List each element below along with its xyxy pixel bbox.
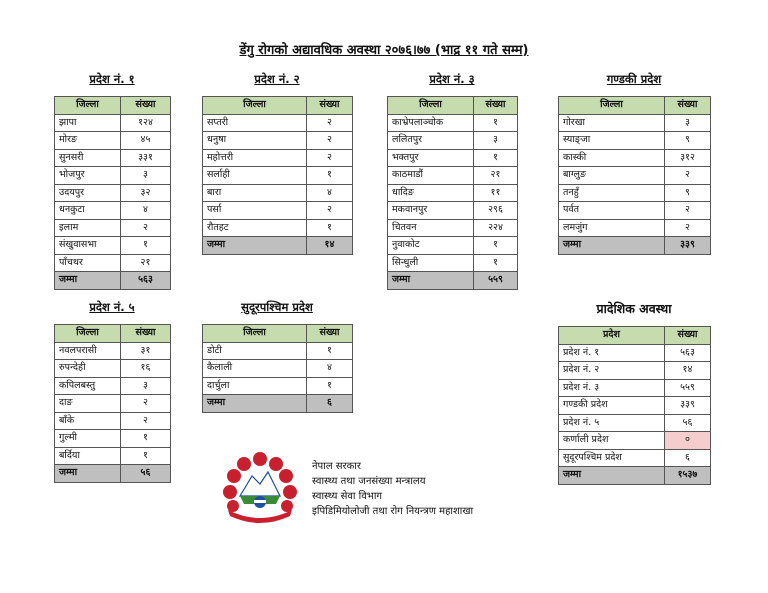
case-count-cell: ४ bbox=[307, 184, 353, 202]
table-row bbox=[559, 132, 711, 150]
table-row bbox=[203, 184, 353, 202]
province-1-block bbox=[54, 72, 170, 290]
column-header-district: जिल्ला bbox=[203, 97, 307, 115]
case-count-cell: ५५९ bbox=[665, 379, 711, 397]
total-label: जम्मा bbox=[203, 237, 307, 255]
province-5-block bbox=[54, 300, 170, 483]
case-count-cell: १ bbox=[121, 430, 171, 448]
district-name-cell: कपिलबस्तु bbox=[55, 377, 121, 395]
district-name-cell: डोटी bbox=[203, 342, 307, 360]
table-row bbox=[55, 254, 171, 272]
table-row bbox=[559, 149, 711, 167]
total-row bbox=[388, 272, 518, 290]
table-row bbox=[559, 202, 711, 220]
district-name-cell: लमजुंग bbox=[559, 219, 665, 237]
sudurpashchim-table bbox=[202, 324, 353, 413]
district-name-cell: पर्सा bbox=[203, 202, 307, 220]
district-name-cell: गुल्मी bbox=[55, 430, 121, 448]
province-1-heading: प्रदेश नं. १ bbox=[89, 72, 135, 86]
total-row bbox=[55, 272, 171, 290]
table-row bbox=[203, 114, 353, 132]
issuer-signature bbox=[312, 459, 473, 519]
district-name-cell: कास्की bbox=[559, 149, 665, 167]
case-count-cell: २१ bbox=[121, 254, 171, 272]
column-header-count: संख्या bbox=[307, 325, 353, 343]
total-label: जम्मा bbox=[55, 465, 121, 483]
total-row bbox=[559, 467, 711, 485]
district-name-cell: स्याङ्जा bbox=[559, 132, 665, 150]
table-row bbox=[55, 430, 171, 448]
district-name-cell: चितवन bbox=[388, 219, 474, 237]
district-name-cell: नुवाकोट bbox=[388, 237, 474, 255]
district-name-cell: सुनसरी bbox=[55, 149, 121, 167]
case-count-cell: ५६३ bbox=[665, 344, 711, 362]
case-count-cell: १ bbox=[474, 237, 518, 255]
column-header-district: जिल्ला bbox=[55, 325, 121, 343]
table-row bbox=[388, 184, 518, 202]
case-count-cell: १४ bbox=[665, 362, 711, 380]
table-row bbox=[559, 362, 711, 380]
case-count-cell: १ bbox=[307, 219, 353, 237]
district-name-cell: झापा bbox=[55, 114, 121, 132]
province-5-heading: प्रदेश नं. ५ bbox=[89, 300, 135, 314]
issuer-line-division: इपिडिमियोलोजी तथा रोग नियन्त्रण महाशाखा bbox=[312, 506, 474, 517]
total-value: १५३७ bbox=[665, 467, 711, 485]
table-row bbox=[203, 360, 353, 378]
province-name-cell: प्रदेश नं. ३ bbox=[559, 379, 665, 397]
district-name-cell: दाङ bbox=[55, 395, 121, 413]
province-name-cell: प्रदेश नं. ५ bbox=[559, 414, 665, 432]
total-row bbox=[559, 237, 711, 255]
case-count-cell: ४५ bbox=[121, 132, 171, 150]
table-row bbox=[388, 219, 518, 237]
case-count-cell: १ bbox=[307, 342, 353, 360]
column-header-count: संख्या bbox=[665, 327, 711, 345]
table-row bbox=[55, 447, 171, 465]
district-name-cell: तनहुँ bbox=[559, 184, 665, 202]
district-name-cell: सप्तरी bbox=[203, 114, 307, 132]
case-count-cell: २९६ bbox=[474, 202, 518, 220]
case-count-cell: ११ bbox=[474, 184, 518, 202]
case-count-cell: २ bbox=[121, 412, 171, 430]
case-count-cell: ३ bbox=[121, 167, 171, 185]
table-row bbox=[388, 149, 518, 167]
total-value: ३३९ bbox=[665, 237, 711, 255]
district-name-cell: संखुवासभा bbox=[55, 237, 121, 255]
table-row bbox=[55, 167, 171, 185]
issuer-line-government: नेपाल सरकार bbox=[312, 461, 361, 472]
case-count-cell: २१ bbox=[474, 167, 518, 185]
column-header-count: संख्या bbox=[121, 97, 171, 115]
case-count-cell: ३१२ bbox=[665, 149, 711, 167]
case-count-cell: १६ bbox=[121, 360, 171, 378]
district-name-cell: भोजपुर bbox=[55, 167, 121, 185]
table-row bbox=[55, 219, 171, 237]
district-name-cell: काठमाडौं bbox=[388, 167, 474, 185]
province-5-table bbox=[54, 324, 171, 483]
district-name-cell: मोरङ bbox=[55, 132, 121, 150]
total-value: १४ bbox=[307, 237, 353, 255]
case-count-cell: ३१ bbox=[121, 342, 171, 360]
table-row bbox=[388, 202, 518, 220]
district-name-cell: पाँचथर bbox=[55, 254, 121, 272]
sudurpashchim-block bbox=[202, 300, 352, 413]
issuer-line-department: स्वास्थ्य सेवा विभाग bbox=[312, 491, 383, 502]
case-count-cell: २२४ bbox=[474, 219, 518, 237]
table-row bbox=[559, 167, 711, 185]
case-count-cell: ९ bbox=[665, 132, 711, 150]
column-header-district: जिल्ला bbox=[203, 325, 307, 343]
gandaki-table bbox=[558, 96, 711, 255]
table-row bbox=[203, 132, 353, 150]
province-name-cell: गण्डकी प्रदेश bbox=[559, 397, 665, 415]
table-row bbox=[55, 342, 171, 360]
column-header-count: संख्या bbox=[665, 97, 711, 115]
case-count-cell: २ bbox=[121, 395, 171, 413]
table-row bbox=[203, 167, 353, 185]
gandaki-block bbox=[558, 72, 710, 255]
case-count-cell: ५६ bbox=[665, 414, 711, 432]
table-row bbox=[55, 395, 171, 413]
district-name-cell: सिन्धुली bbox=[388, 254, 474, 272]
case-count-cell: ३ bbox=[665, 114, 711, 132]
case-count-cell: १ bbox=[121, 447, 171, 465]
province-3-block bbox=[387, 72, 517, 290]
total-label: जम्मा bbox=[559, 467, 665, 485]
table-row bbox=[388, 254, 518, 272]
province-name-cell: प्रदेश नं. १ bbox=[559, 344, 665, 362]
province-3-heading: प्रदेश नं. ३ bbox=[429, 72, 475, 86]
district-name-cell: काभ्रेपलाञ्चोक bbox=[388, 114, 474, 132]
provincial-summary-heading: प्रादेशिक अवस्था bbox=[596, 301, 672, 316]
table-row bbox=[203, 377, 353, 395]
total-row bbox=[203, 237, 353, 255]
district-name-cell: धनकुटा bbox=[55, 202, 121, 220]
issuer-line-ministry: स्वास्थ्य तथा जनसंख्या मन्त्रालय bbox=[312, 476, 426, 487]
table-row bbox=[203, 149, 353, 167]
sudurpashchim-heading: सुदूरपश्चिम प्रदेश bbox=[241, 300, 313, 314]
table-row bbox=[559, 344, 711, 362]
case-count-cell: २ bbox=[665, 219, 711, 237]
province-2-heading: प्रदेश नं. २ bbox=[254, 72, 300, 86]
case-count-cell: १ bbox=[307, 167, 353, 185]
total-label: जम्मा bbox=[203, 395, 307, 413]
table-row bbox=[55, 114, 171, 132]
district-name-cell: ललितपुर bbox=[388, 132, 474, 150]
table-row bbox=[559, 397, 711, 415]
table-row bbox=[203, 219, 353, 237]
table-row bbox=[55, 360, 171, 378]
province-1-table bbox=[54, 96, 171, 290]
column-header-district: जिल्ला bbox=[55, 97, 121, 115]
total-value: ५६ bbox=[121, 465, 171, 483]
district-name-cell: भक्तपुर bbox=[388, 149, 474, 167]
total-value: ५५९ bbox=[474, 272, 518, 290]
district-name-cell: धादिङ bbox=[388, 184, 474, 202]
table-row bbox=[388, 132, 518, 150]
total-value: ५६३ bbox=[121, 272, 171, 290]
case-count-cell: २ bbox=[307, 202, 353, 220]
district-name-cell: सर्लाही bbox=[203, 167, 307, 185]
nepal-emblem-icon bbox=[220, 452, 300, 524]
case-count-cell: २ bbox=[665, 202, 711, 220]
total-value: ६ bbox=[307, 395, 353, 413]
province-2-block bbox=[202, 72, 352, 255]
case-count-cell: ३३१ bbox=[121, 149, 171, 167]
table-row bbox=[203, 202, 353, 220]
table-row bbox=[559, 219, 711, 237]
district-name-cell: दार्चुला bbox=[203, 377, 307, 395]
case-count-cell: ३३९ bbox=[665, 397, 711, 415]
gandaki-heading: गण्डकी प्रदेश bbox=[606, 72, 662, 86]
column-header-count: संख्या bbox=[121, 325, 171, 343]
district-name-cell: गोरखा bbox=[559, 114, 665, 132]
column-header-count: संख्या bbox=[474, 97, 518, 115]
table-row bbox=[559, 449, 711, 467]
provincial-summary-block bbox=[558, 300, 710, 485]
case-count-cell: ० bbox=[665, 432, 711, 450]
table-row bbox=[388, 167, 518, 185]
case-count-cell: २ bbox=[307, 132, 353, 150]
table-row bbox=[55, 377, 171, 395]
table-row bbox=[559, 379, 711, 397]
case-count-cell: ३२ bbox=[121, 184, 171, 202]
total-label: जम्मा bbox=[388, 272, 474, 290]
column-header-province: प्रदेश bbox=[559, 327, 665, 345]
district-name-cell: कैलाली bbox=[203, 360, 307, 378]
total-label: जम्मा bbox=[55, 272, 121, 290]
provincial-summary-table bbox=[558, 326, 711, 485]
table-row bbox=[388, 237, 518, 255]
table-row bbox=[55, 149, 171, 167]
table-row bbox=[559, 414, 711, 432]
page-title: डेंगु रोगको अद्यावधिक अवस्था २०७६।७७ (भाद्र ११ गते सम्म) bbox=[239, 43, 529, 58]
district-name-cell: रुपन्देही bbox=[55, 360, 121, 378]
case-count-cell: ३ bbox=[121, 377, 171, 395]
table-row bbox=[55, 132, 171, 150]
table-row bbox=[388, 114, 518, 132]
district-name-cell: इलाम bbox=[55, 219, 121, 237]
column-header-district: जिल्ला bbox=[559, 97, 665, 115]
province-name-cell: कर्णाली प्रदेश bbox=[559, 432, 665, 450]
column-header-district: जिल्ला bbox=[388, 97, 474, 115]
district-name-cell: धनुषा bbox=[203, 132, 307, 150]
case-count-cell: ९ bbox=[665, 184, 711, 202]
case-count-cell: ३ bbox=[474, 132, 518, 150]
table-row bbox=[559, 432, 711, 450]
case-count-cell: १ bbox=[307, 377, 353, 395]
case-count-cell: १ bbox=[474, 149, 518, 167]
district-name-cell: मकवानपुर bbox=[388, 202, 474, 220]
district-name-cell: रौतहट bbox=[203, 219, 307, 237]
table-row bbox=[559, 184, 711, 202]
case-count-cell: १ bbox=[474, 254, 518, 272]
district-name-cell: पर्वत bbox=[559, 202, 665, 220]
case-count-cell: १ bbox=[474, 114, 518, 132]
province-2-table bbox=[202, 96, 353, 255]
district-name-cell: महोत्तरी bbox=[203, 149, 307, 167]
case-count-cell: २ bbox=[665, 167, 711, 185]
total-label: जम्मा bbox=[559, 237, 665, 255]
district-name-cell: बाँके bbox=[55, 412, 121, 430]
table-row bbox=[203, 342, 353, 360]
district-name-cell: बर्दिया bbox=[55, 447, 121, 465]
district-name-cell: बाग्लुङ bbox=[559, 167, 665, 185]
case-count-cell: १२४ bbox=[121, 114, 171, 132]
table-row bbox=[559, 114, 711, 132]
case-count-cell: ६ bbox=[665, 449, 711, 467]
province-name-cell: सुदूरपश्चिम प्रदेश bbox=[559, 449, 665, 467]
column-header-count: संख्या bbox=[307, 97, 353, 115]
province-name-cell: प्रदेश नं. २ bbox=[559, 362, 665, 380]
case-count-cell: २ bbox=[307, 149, 353, 167]
case-count-cell: २ bbox=[121, 219, 171, 237]
table-row bbox=[55, 237, 171, 255]
table-row bbox=[55, 184, 171, 202]
district-name-cell: उदयपुर bbox=[55, 184, 121, 202]
case-count-cell: १ bbox=[121, 237, 171, 255]
case-count-cell: २ bbox=[307, 114, 353, 132]
district-name-cell: नवलपरासी bbox=[55, 342, 121, 360]
total-row bbox=[55, 465, 171, 483]
total-row bbox=[203, 395, 353, 413]
province-3-table bbox=[387, 96, 518, 290]
district-name-cell: बारा bbox=[203, 184, 307, 202]
table-row bbox=[55, 412, 171, 430]
case-count-cell: ४ bbox=[307, 360, 353, 378]
table-row bbox=[55, 202, 171, 220]
case-count-cell: ४ bbox=[121, 202, 171, 220]
